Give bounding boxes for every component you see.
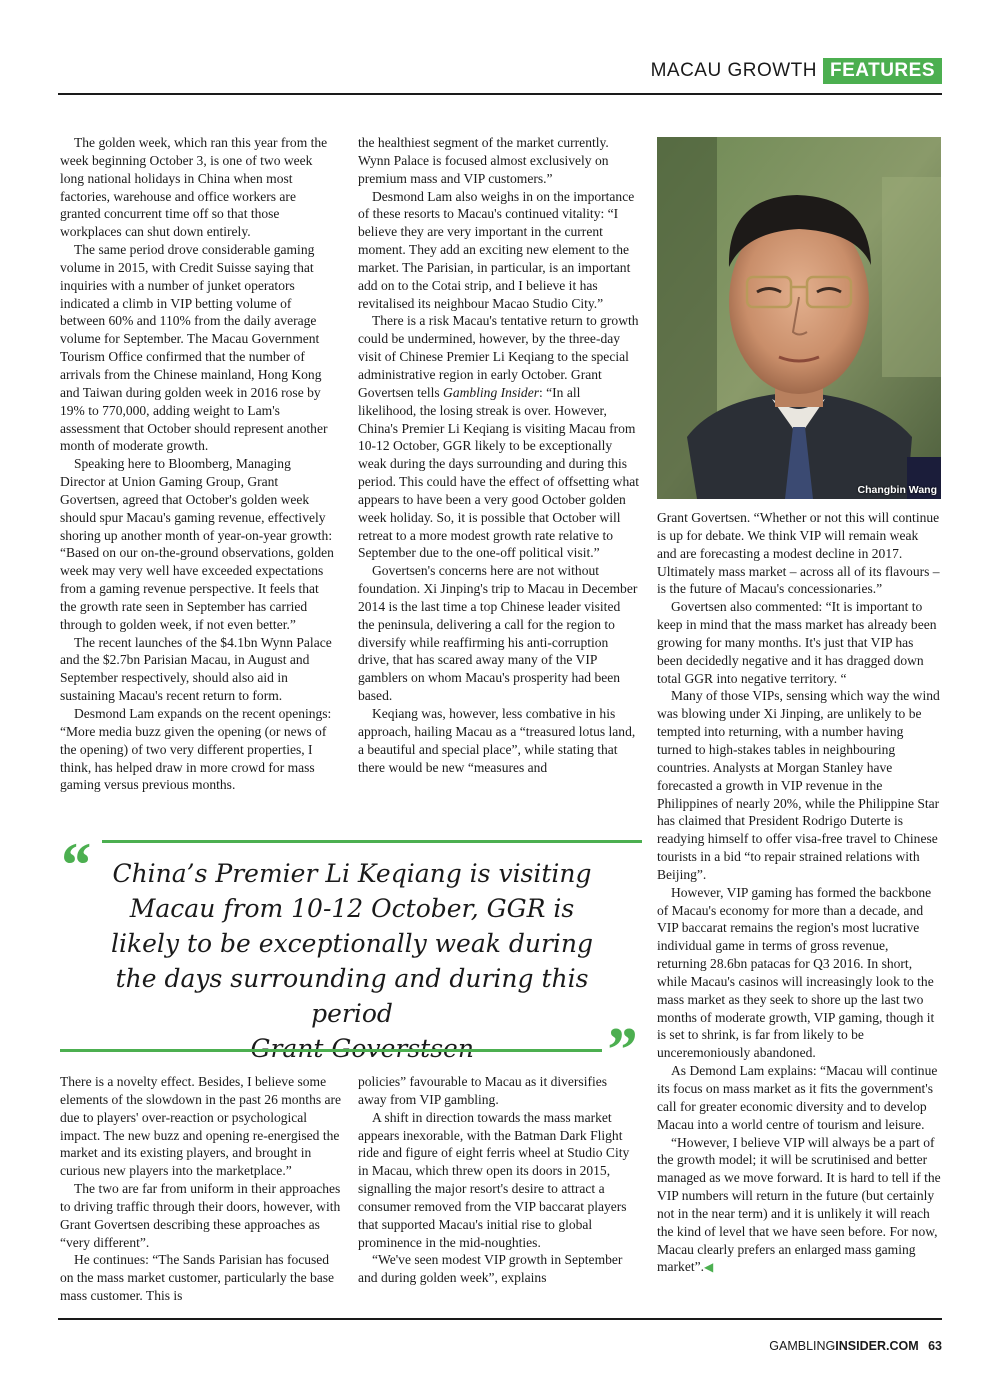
paragraph: The same period drove considerable gaming volume in 2015, with Credit Suisse saying that inquiries with a number of junket operators indicated a climb in VIP betting volume of between 60% and 110% from the daily average volume for September. The Macau Government Tourism Office confirmed that the number of arrivals from the Chinese mainland, Hong Kong and Taiwan during golden week in 2016 rose by 19% to 770,000, adding weight to Lam's assessment that October should represent another month of moderate growth. xyxy=(60,242,328,454)
paragraph: Desmond Lam also weighs in on the importance of these resorts to Macau's continued vitality: “I believe they are very important in the current moment. They add an exciting new element to the market. The Parisian, in particular, is an important add on to the Cotai strip, and I believe it has revitalised its neighbour Macao Studio City.” xyxy=(358,188,635,311)
top-divider xyxy=(58,93,942,95)
photo-caption: Changbin Wang xyxy=(857,484,937,496)
paragraph xyxy=(657,1134,941,1278)
paragraph xyxy=(358,312,640,562)
close-quote-icon: ” xyxy=(604,1014,636,1085)
open-quote-icon: “ xyxy=(58,829,90,900)
paragraph: There is a novelty effect. Besides, I believe some elements of the slowdown in the past 26 months are due to players' over-reaction or psychological impact. The new buzz and opening re-energised the market and its existing players, and brought in curious new players into the marketplace.” xyxy=(60,1074,342,1179)
footer-brand-bold: INSIDER.COM xyxy=(835,1339,919,1353)
paragraph: Many of those VIPs, sensing which way the wind was blowing under Xi Jinping, are unlikely to be tempted into returning, with a number having turned to high-stakes tables in neighbouring countries. Analysts at Morgan Stanley have forecasted a growth in VIP revenue in the Philippines of nearly 20%, while the Philippine Star has claimed that President Rodrigo Duterte is readying himself to offer visa-free travel to Chinese tourists in a bid “to repair strained relations with Beijing”. xyxy=(657,688,940,882)
paragraph: The recent launches of the $4.1bn Wynn Palace and the $2.7bn Parisian Macau, in August and September respectively, should also aid in sustaining Macau's recent return to form. xyxy=(60,634,332,704)
end-mark-icon: ◀ xyxy=(704,1260,714,1275)
pull-quote-attribution: – Grant Goverstsen xyxy=(230,1034,474,1063)
section-title: MACAU GROWTH xyxy=(650,60,818,81)
publication-name: Gambling Insider xyxy=(443,384,539,400)
paragraph: The two are far from uniform in their approaches to driving traffic through their doors, however, with Grant Govertsen describing these approaches as “very different”. xyxy=(60,1181,341,1250)
paragraph: However, VIP gaming has formed the backbone of Macau's economy for more than a decade, and VIP baccarat remains the region's most lucrative individual game in terms of gross revenue, returning 28.6bn patacas for Q3 2016. In short, while Macau's casinos will increasingly look to the mass market as they seek to shore up the last two months of moderate growth, VIP gaming, though it is set to shrink, is far from likely to be unceremoniously abandoned. xyxy=(657,884,935,1061)
pullquote-bottom-rule xyxy=(60,1049,602,1052)
page-footer xyxy=(769,1339,942,1353)
paragraph: As Demond Lam explains: “Macau will continue its focus on mass market as it fits the government's call for greater economic diversity and to develop Macau into a world centre of tourism and leisure. xyxy=(657,1063,938,1132)
paragraph: Govertsen also commented: “It is important to keep in mind that the mass market has already been growing for many months. It's just that VIP has been decidedly negative and it has dragged down total GGR into negative territory. “ xyxy=(657,599,937,686)
paragraph-text: “However, I believe VIP will always be a part of the growth model; it will be scrutinised and better managed as we move forward. It is hard to tell if the VIP numbers will return in the future (but certainly not in the near term) and it is unlikely it will reach the kind of level that we have seen before. For now, Macau clearly prefers an enlarged mass gaming market”. xyxy=(657,1134,941,1275)
paragraph: The golden week, which ran this year from the week beginning October 3, is one of two week long national holidays in China when most factories, warehouse and office workers are granted concurrent time off so that those workplaces can shut down entirely. xyxy=(60,135,328,240)
footer-brand-prefix: GAMBLING xyxy=(769,1339,836,1353)
paragraph: He continues: “The Sands Parisian has focused on the mass market customer, particularly the base mass customer. This is xyxy=(60,1252,335,1304)
column-2-top xyxy=(358,134,640,776)
paragraph: A shift in direction towards the mass market appears inexorable, with the Batman Dark Flight ride and figure of eight ferris wheel at Studio City in Macau, which threw open its doors in 2015, signalling the major resort's desire to attract a consumer removed from the VIP baccarat players that supported Macau's initial rise to global prominence in the mid-noughties. xyxy=(358,1109,630,1250)
paragraph: Speaking here to Bloomberg, Managing Director at Union Gaming Group, Grant Govertsen, agreed that October's golden week should spur Macau's gaming revenue, effectively shoring up another month of year-on-year growth: “Based on our on-the-ground observations, golden week may very well have exceeded expectations from a gaming revenue perspective. It feels that the growth rate seen in September has carried through to golden week, if not even better.” xyxy=(60,456,334,632)
pullquote-top-rule xyxy=(102,840,642,843)
column-1-top xyxy=(60,134,338,794)
paragraph: “We've seen modest VIP growth in September and during golden week”, explains xyxy=(358,1252,623,1286)
page-number: 63 xyxy=(928,1339,942,1353)
paragraph: policies” favourable to Macau as it diversifies away from VIP gambling. xyxy=(358,1074,608,1107)
section-header xyxy=(651,58,942,84)
column-3 xyxy=(657,509,941,1277)
column-2-bottom xyxy=(358,1073,636,1287)
portrait-photo xyxy=(657,137,941,499)
paragraph: Grant Govertsen. “Whether or not this will continue is up for debate. We think VIP will remain weak and are forecasting a modest decline in 2017. Ultimately mass market – across all of its flavours – is the future of Macau's concessionaries.” xyxy=(657,510,940,597)
pull-quote xyxy=(92,856,612,1066)
pull-quote-text: China’s Premier Li Keqiang is visiting Macau from 10-12 October, GGR is likely to be exceptionally weak during the days surrounding and during this period xyxy=(111,859,593,1028)
column-1-bottom xyxy=(60,1073,344,1305)
paragraph: the healthiest segment of the market currently. Wynn Palace is focused almost exclusively on premium mass and VIP customers.” xyxy=(358,135,609,186)
paragraph: Desmond Lam expands on the recent openings: “More media buzz given the opening (or news of the opening) of two very different properties, I think, has helped draw in more crowd for mass gaming versus previous months. xyxy=(60,706,332,793)
paragraph: Govertsen's concerns here are not without foundation. Xi Jinping's trip to Macau in December 2014 is the last time a top Chinese leader visited the peninsula, delivering a call for the region to diversify while reaffirming his anti-corruption drive, that has scared away many of the VIP gamblers on whom Macau's prosperity had been based. xyxy=(358,563,638,704)
bottom-divider xyxy=(58,1318,942,1320)
portrait-image xyxy=(657,137,941,499)
paragraph-text: There is a risk Macau's tentative return to growth could be undermined, however, by the three-day visit of Chinese Premier Li Keqiang to the special administrative region in early October. Grant Govertsen tells xyxy=(358,313,639,400)
paragraph: Keqiang was, however, less combative in his approach, hailing Macau as a “treasured lotus land, a beautiful and special place”, while stating that there would be new “measures and xyxy=(358,706,636,775)
paragraph-text: : “In all likelihood, the losing streak is over. However, China's Premier Li Keqiang is visiting Macau from 10-12 October, GGR likely to be exceptionally weak during the days surrounding and during this period. This could have the effect of offsetting what appears to have been a very good October golden week holiday. So, it is possible that October will retreat to a more modest growth rate relative to September due to the one-off political visit.” xyxy=(358,384,640,561)
features-tag: FEATURES xyxy=(823,58,942,84)
